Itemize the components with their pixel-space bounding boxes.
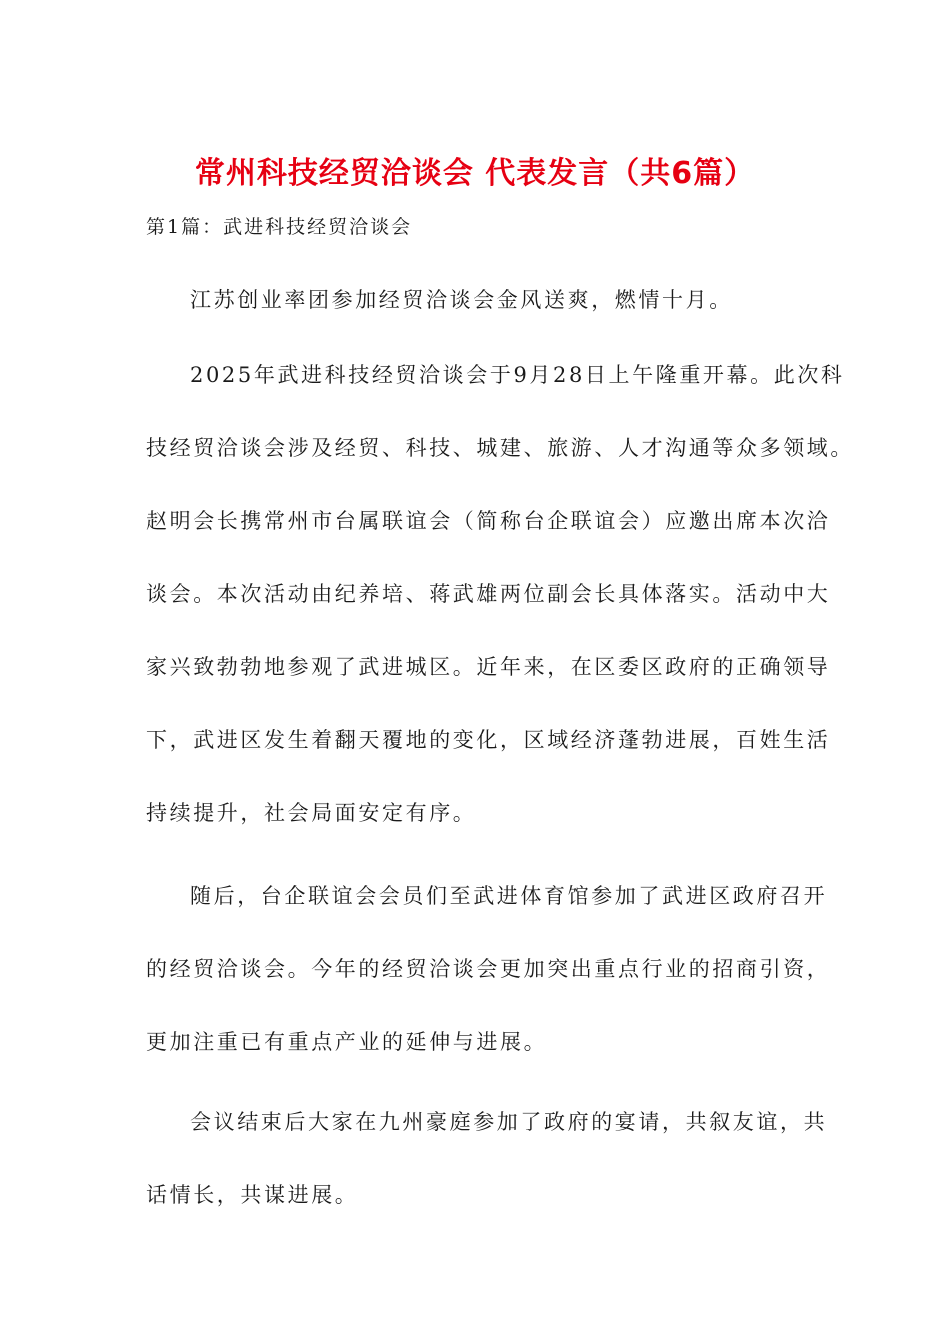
text-line: 随后，台企联谊会会员们至武进体育馆参加了武进区政府召开 <box>190 884 828 908</box>
paragraph-3 <box>146 860 831 1079</box>
paragraph-2 <box>146 339 854 850</box>
document-title: 常州科技经贸洽谈会 代表发言（共6篇） <box>194 156 756 191</box>
text-line: 下，武进区发生着翻天覆地的变化，区域经济蓬勃进展，百姓生活 <box>146 728 831 752</box>
text-line: 赵明会长携常州市台属联谊会（简称台企联谊会）应邀出席本次洽 <box>146 509 831 533</box>
section-heading: 第1篇：武进科技经贸洽谈会 <box>146 216 413 238</box>
text-line: 持续提升，社会局面安定有序。 <box>146 801 477 825</box>
paragraph-1 <box>146 264 826 337</box>
text-line: 的经贸洽谈会。今年的经贸洽谈会更加突出重点行业的招商引资， <box>146 957 831 981</box>
text-line: 2025年武进科技经贸洽谈会于9月28日上午隆重开幕。此次科 <box>190 363 845 387</box>
text-line: 会议结束后大家在九州豪庭参加了政府的宴请，共叙友谊，共 <box>190 1110 828 1134</box>
text-line: 江苏创业率团参加经贸洽谈会金风送爽，燃情十月。 <box>190 288 733 312</box>
text-line: 家兴致勃勃地参观了武进城区。近年来，在区委区政府的正确领导 <box>146 655 831 679</box>
text-line: 更加注重已有重点产业的延伸与进展。 <box>146 1030 548 1054</box>
text-line: 话情长，共谋进展。 <box>146 1183 359 1207</box>
text-line: 技经贸洽谈会涉及经贸、科技、城建、旅游、人才沟通等众多领域。 <box>146 436 854 460</box>
paragraph-4 <box>146 1086 826 1232</box>
text-line: 谈会。本次活动由纪养培、蒋武雄两位副会长具体落实。活动中大 <box>146 582 831 606</box>
